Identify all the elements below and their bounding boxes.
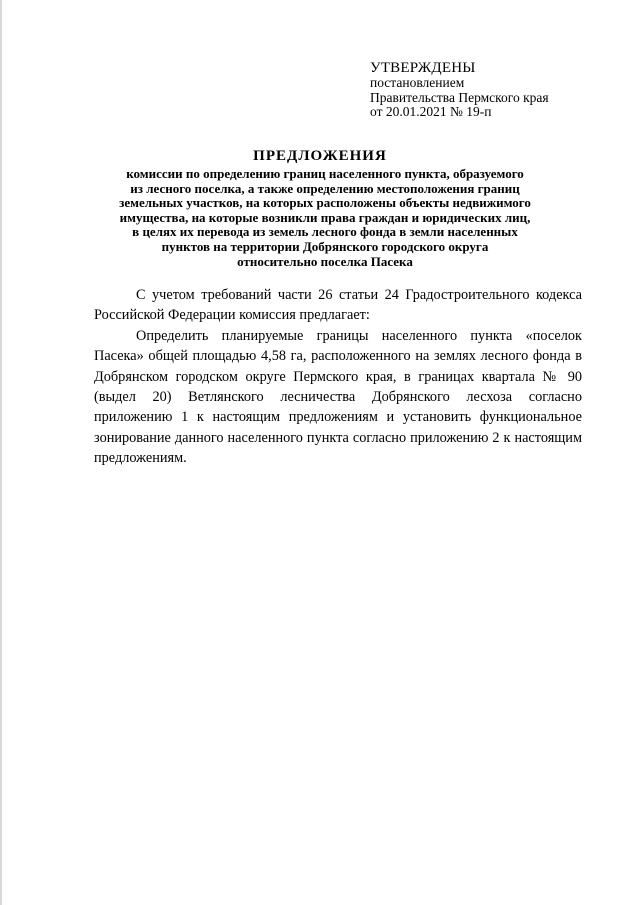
subtitle-line: из лесного поселка, а также определению местоположения границ (130, 180, 520, 196)
subtitle-line: пунктов на территории Добрянского городского округа (161, 238, 489, 254)
scan-left-edge (0, 0, 2, 905)
document-body (94, 285, 582, 469)
approval-authority: Правительства Пермского края (370, 89, 549, 105)
approval-date-number: от 20.01.2021 № 19-п (370, 104, 492, 119)
document-subtitle (92, 167, 558, 269)
subtitle-line: комиссии по определению границ населенного пункта, образуемого (126, 166, 524, 181)
body-paragraph-intro: С учетом требований части 26 статьи 24 Градостроительного кодекса Российской Федерации комиссия предлагает: (94, 287, 582, 324)
subtitle-line: имущества, на которые возникли права граждан и юридических лиц, (119, 209, 531, 225)
approval-stamp (370, 60, 630, 120)
subtitle-line: земельных участков, на которых расположены объекты недвижимого (119, 195, 531, 211)
approval-title: УТВЕРЖДЕНЫ (370, 60, 476, 76)
approval-resolution: постановлением (370, 75, 465, 90)
subtitle-line: относительно поселка Пасека (237, 253, 413, 269)
body-paragraph-proposal: Определить планируемые границы населенного пункта «поселок Пасека» общей площадью 4,58 га, расположенного на землях лесного фонда в Добрянском городском округе Пермского края, в границах квартала № 90 (выдел 20) Ветлянского лесничества Добрянского лесхоза согласно приложению 1 к настоящим предложениям и установить функциональное зонирование данного населенного пункта согласно приложению 2 к настоящим предложениям. (94, 327, 582, 467)
subtitle-line: в целях их перевода из земель лесного фонда в земли населенных (132, 224, 518, 240)
document-title: ПРЕДЛОЖЕНИЯ (253, 148, 387, 164)
